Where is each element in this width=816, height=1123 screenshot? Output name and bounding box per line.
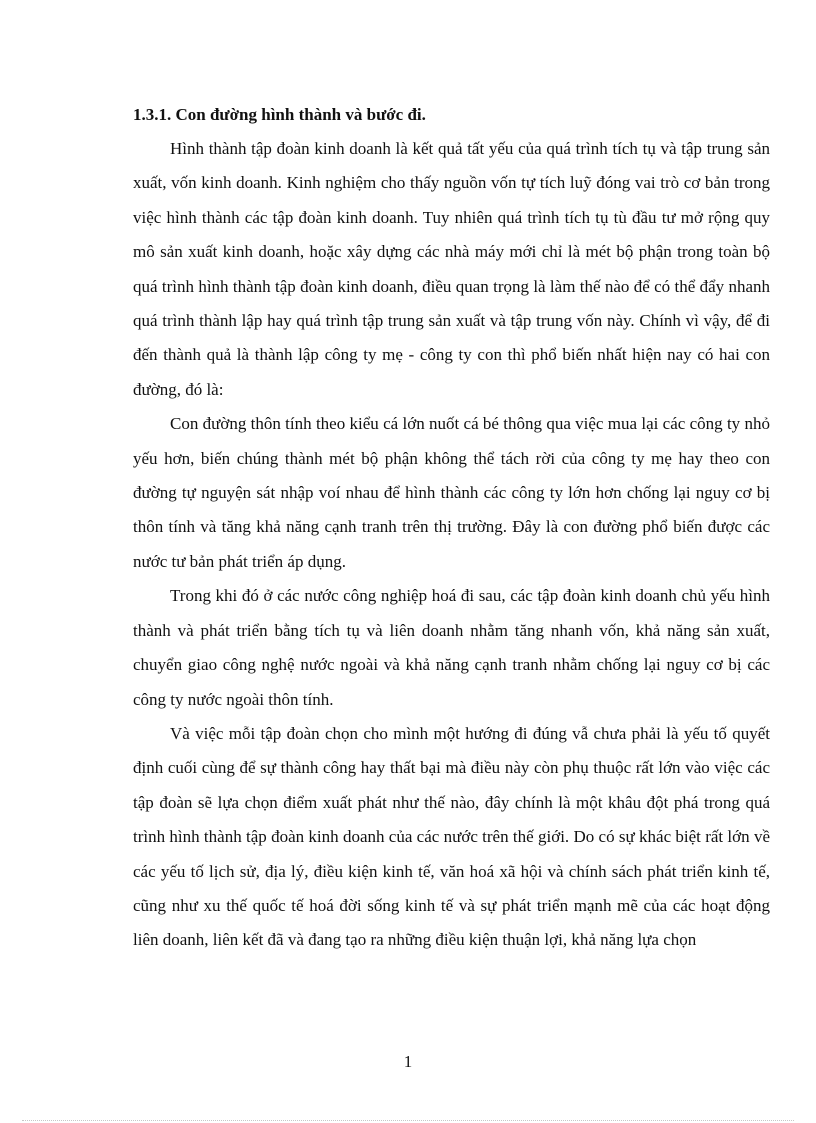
paragraph-starting-point: Và việc mỗi tập đoàn chọn cho mình một hướng đi đúng vẫ chưa phải là yếu tố quyết định cuối cùng để sự thành công hay thất bại mà điều này còn phụ thuộc rất lớn vào việc các tập đoàn sẽ lựa chọn điểm xuất phát như thế nào, đây chính là một khâu đột phá trong quá trình hình thành tập đoàn kinh doanh của các nước trên thế giới. Do có sự khác biệt rất lớn về các yếu tố lịch sử, địa lý, điều kiện kinh tế, văn hoá xã hội và chính sách phát triển kinh tế, cũng như xu thế quốc tế hoá đời sống kinh tế và sự phát triển mạnh mẽ của các hoạt động liên doanh, liên kết đã và đang tạo ra những điều kiện thuận lợi, khả năng lựa chọn xyxy=(133,723,770,950)
footer-divider xyxy=(22,1120,794,1121)
paragraph-late-industrializing: Trong khi đó ở các nước công nghiệp hoá đi sau, các tập đoàn kinh doanh chủ yếu hình thành và phát triển bằng tích tụ và liên doanh nhằm tăng nhanh vốn, khả năng sản xuất, chuyển giao công nghệ nước ngoài và khả năng cạnh tranh nhằm chống lại nguy cơ bị các công ty nước ngoài thôn tính. xyxy=(133,586,770,709)
paragraph-acquisition-path: Con đường thôn tính theo kiểu cá lớn nuốt cá bé thông qua việc mua lại các công ty nhỏ yếu hơn, biến chúng thành mét bộ phận không thể tách rời của công ty mẹ hay theo con đường tự nguyện sát nhập voí nhau để hình thành các công ty lớn hơn chống lại nguy cơ bị thôn tính và tăng khả năng cạnh tranh trên thị trường. Đây là con đường phổ biến được các nước tư bản phát triển áp dụng. xyxy=(133,414,770,571)
page-number: 1 xyxy=(403,1052,413,1071)
section-heading: 1.3.1. Con đường hình thành và bước đi. xyxy=(133,105,426,124)
paragraph-formation-overview: Hình thành tập đoàn kinh doanh là kết quả tất yếu của quá trình tích tụ và tập trung sản xuất, vốn kinh doanh. Kinh nghiệm cho thấy nguồn vốn tự tích luỹ đóng vai trò cơ bản trong việc hình thành các tập đoàn kinh doanh. Tuy nhiên quá trình tích tụ tù đầu tư mở rộng quy mô sản xuất kinh doanh, hoặc xây dựng các nhà máy mới chỉ là mét bộ phận trong toàn bộ quá trình hình thành tập đoàn kinh doanh, điều quan trọng là làm thế nào để có thể đẩy nhanh quá trình thành lập hay quá trình tập trung sản xuất và tập trung vốn này. Chính vì vậy, để đi đến thành quả là thành lập công ty mẹ - công ty con thì phổ biến nhất hiện nay có hai con đường, đó là: xyxy=(133,139,770,399)
document-body xyxy=(133,101,770,958)
